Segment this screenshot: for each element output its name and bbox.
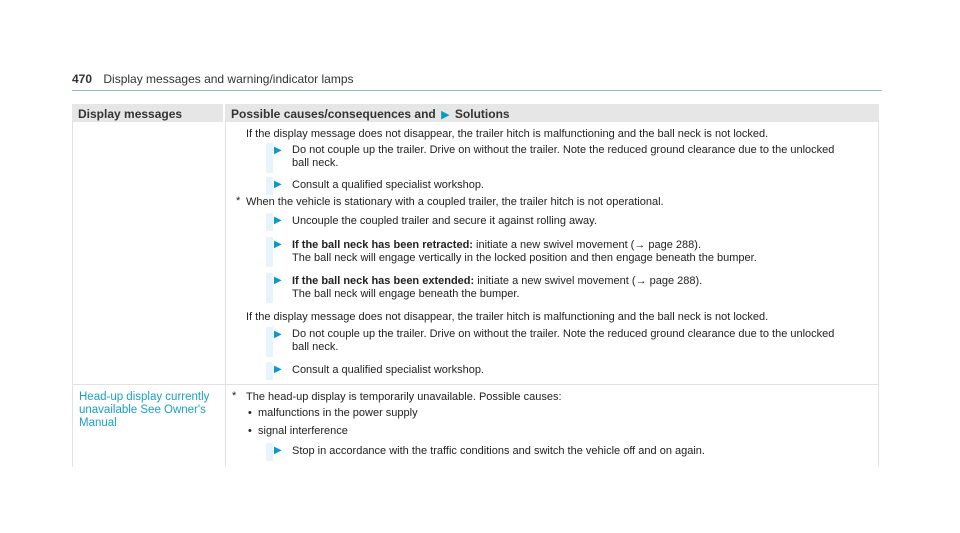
step-arrow-icon: ▶ (274, 215, 282, 226)
step-bar (266, 273, 273, 303)
bullet-icon: • (248, 407, 252, 419)
bullet-text: signal interference (258, 425, 348, 437)
step-arrow-icon: ▶ (274, 364, 282, 375)
step-text: Do not couple up the trailer. Drive on without the trailer. Note the reduced ground clearance due to the unlocked (292, 328, 835, 340)
cause-text: If the display message does not disappear, the trailer hitch is malfunctioning and the ball neck is not locked. (246, 128, 769, 140)
step-instruction: initiate a new swivel movement (→ page 288). (472, 239, 702, 251)
col-header-causes-text: Possible causes/consequences and (231, 107, 436, 121)
page-number: 470 (72, 72, 93, 86)
col-header-causes-solutions (225, 104, 879, 122)
step-text: Do not couple up the trailer. Drive on without the trailer. Note the reduced ground clearance due to the unlocked (292, 144, 835, 156)
step-arrow-icon: ▶ (274, 145, 282, 156)
causes-cell (225, 385, 879, 467)
step-text (292, 275, 702, 288)
step-text (292, 239, 701, 252)
step-text: ball neck. (292, 157, 339, 169)
cause-text: If the display message does not disappear, the trailer hitch is malfunctioning and the ball neck is not locked. (246, 311, 769, 323)
step-text: Uncouple the coupled trailer and secure it against rolling away. (292, 215, 597, 227)
step-instruction: initiate a new swivel movement (→ page 288). (474, 275, 703, 287)
bullet-text: malfunctions in the power supply (258, 407, 418, 419)
table-row (72, 385, 879, 467)
step-bar (266, 143, 273, 173)
step-text: The ball neck will engage beneath the bumper. (292, 288, 520, 300)
step-text: The ball neck will engage vertically in the locked position and then engage beneath the bumper. (292, 252, 757, 264)
step-arrow-icon: ▶ (274, 445, 282, 456)
step-arrow-icon: ▶ (274, 329, 282, 340)
step-bar (266, 362, 273, 380)
cause-marker-icon: * (232, 390, 237, 402)
step-bar (266, 213, 273, 231)
step-text: ball neck. (292, 341, 339, 353)
step-text: Consult a qualified specialist workshop. (292, 364, 484, 376)
table-row (72, 122, 879, 385)
message-cell (72, 385, 225, 467)
step-condition: If the ball neck has been retracted: (292, 239, 473, 251)
step-text: Consult a qualified specialist workshop. (292, 179, 484, 191)
bullet-icon: • (248, 425, 252, 437)
col-header-solutions-text: Solutions (454, 107, 510, 121)
cause-text: The head-up display is temporarily unavailable. Possible causes: (246, 391, 562, 403)
step-arrow-icon: ▶ (441, 109, 450, 121)
page-header (72, 72, 354, 86)
step-bar (266, 443, 273, 461)
table-header (72, 104, 879, 122)
step-bar (266, 177, 273, 195)
step-text: Stop in accordance with the traffic conditions and switch the vehicle off and on again. (292, 445, 705, 457)
cause-text: When the vehicle is stationary with a coupled trailer, the trailer hitch is not operational. (246, 196, 664, 208)
step-bar (266, 237, 273, 267)
page-title: Display messages and warning/indicator lamps (103, 72, 354, 86)
display-messages-table (72, 104, 879, 467)
message-cell (72, 122, 225, 384)
step-arrow-icon: ▶ (274, 239, 282, 250)
message-label: Head-up display currently unavailable See Owner's Manual (79, 391, 210, 429)
header-divider (72, 90, 882, 91)
step-arrow-icon: ▶ (274, 275, 282, 286)
step-bar (266, 327, 273, 357)
step-condition: If the ball neck has been extended: (292, 275, 475, 287)
step-arrow-icon: ▶ (274, 179, 282, 190)
cause-marker-icon: * (236, 195, 241, 207)
col-header-display-messages: Display messages (72, 104, 225, 122)
causes-cell (225, 122, 879, 384)
